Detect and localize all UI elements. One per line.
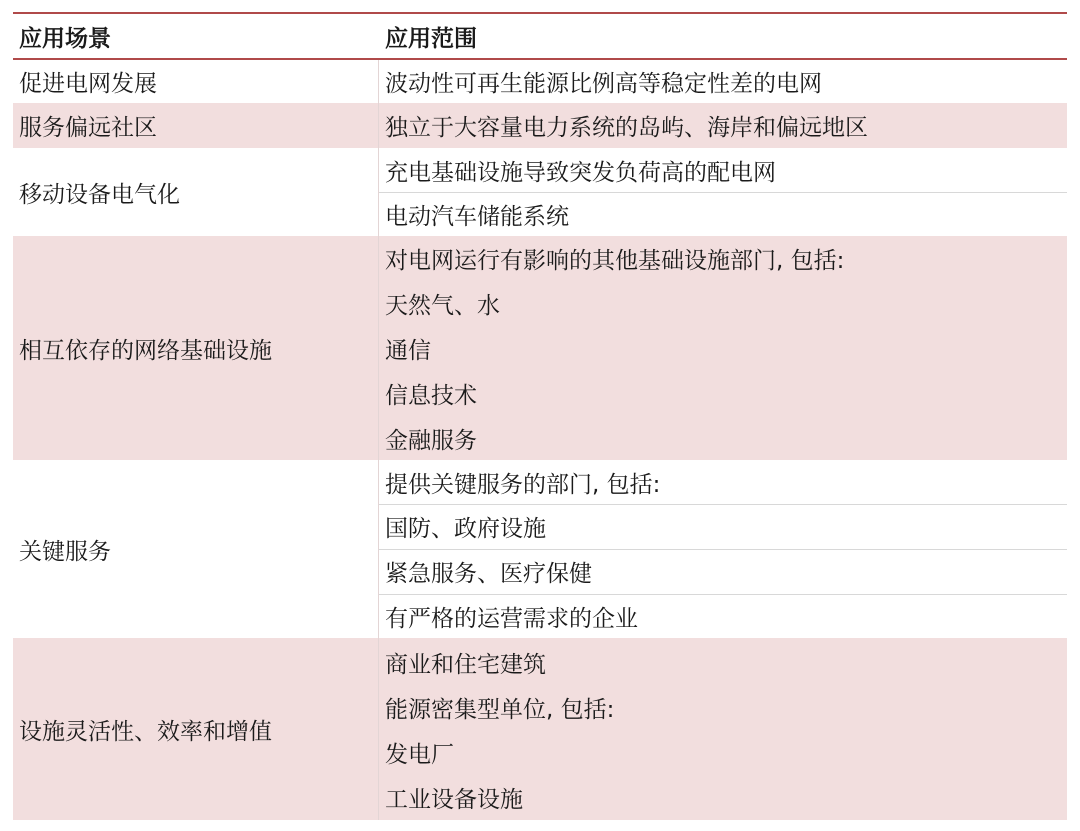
- range-line: 有严格的运营需求的企业: [379, 594, 1067, 638]
- range-line: 通信: [385, 337, 431, 364]
- table-row: [13, 60, 1067, 103]
- range-line: 金融服务: [385, 427, 477, 454]
- range-line: 独立于大容量电力系统的岛屿、海岸和偏远地区: [385, 115, 868, 141]
- row-range-cell: [379, 236, 1067, 460]
- range-line: 对电网运行有影响的其他基础设施部门, 包括:: [385, 247, 845, 274]
- range-line: 提供关键服务的部门, 包括:: [385, 471, 661, 498]
- range-line: 发电厂: [385, 741, 454, 768]
- row-range-cell: [379, 460, 1067, 638]
- range-line: 信息技术: [385, 382, 477, 409]
- range-line: 工业设备设施: [385, 786, 523, 813]
- table-row: [13, 148, 1067, 236]
- table-row: [13, 460, 1067, 638]
- row-scene: 相互依存的网络基础设施: [19, 337, 272, 364]
- row-range-cell: [379, 60, 1067, 103]
- range-line: 充电基础设施导致突发负荷高的配电网: [385, 159, 776, 186]
- row-scene: 促进电网发展: [19, 71, 157, 97]
- range-line: 紧急服务、医疗保健: [379, 549, 1067, 593]
- table-row: [13, 638, 1067, 820]
- row-scene: 设施灵活性、效率和增值: [19, 718, 272, 745]
- range-line: 能源密集型单位, 包括:: [385, 696, 615, 723]
- row-range-cell: [379, 638, 1067, 820]
- table-row: [13, 103, 1067, 148]
- range-line: 天然气、水: [385, 292, 500, 319]
- header-range-cell: [379, 14, 1067, 58]
- range-line: 商业和住宅建筑: [385, 651, 546, 678]
- header-scene: 应用场景: [19, 25, 111, 52]
- table-row: [13, 236, 1067, 460]
- range-line: 国防、政府设施: [379, 504, 1067, 548]
- row-range-cell: [379, 148, 1067, 236]
- range-line: 电动汽车储能系统: [379, 192, 1067, 236]
- header-range: 应用范围: [385, 25, 477, 52]
- row-scene: 移动设备电气化: [19, 181, 180, 208]
- row-scene: 服务偏远社区: [19, 115, 157, 141]
- table-header-row: [13, 14, 1067, 58]
- row-range-cell: [379, 103, 1067, 148]
- row-scene: 关键服务: [19, 538, 111, 565]
- range-line: 波动性可再生能源比例高等稳定性差的电网: [385, 71, 822, 97]
